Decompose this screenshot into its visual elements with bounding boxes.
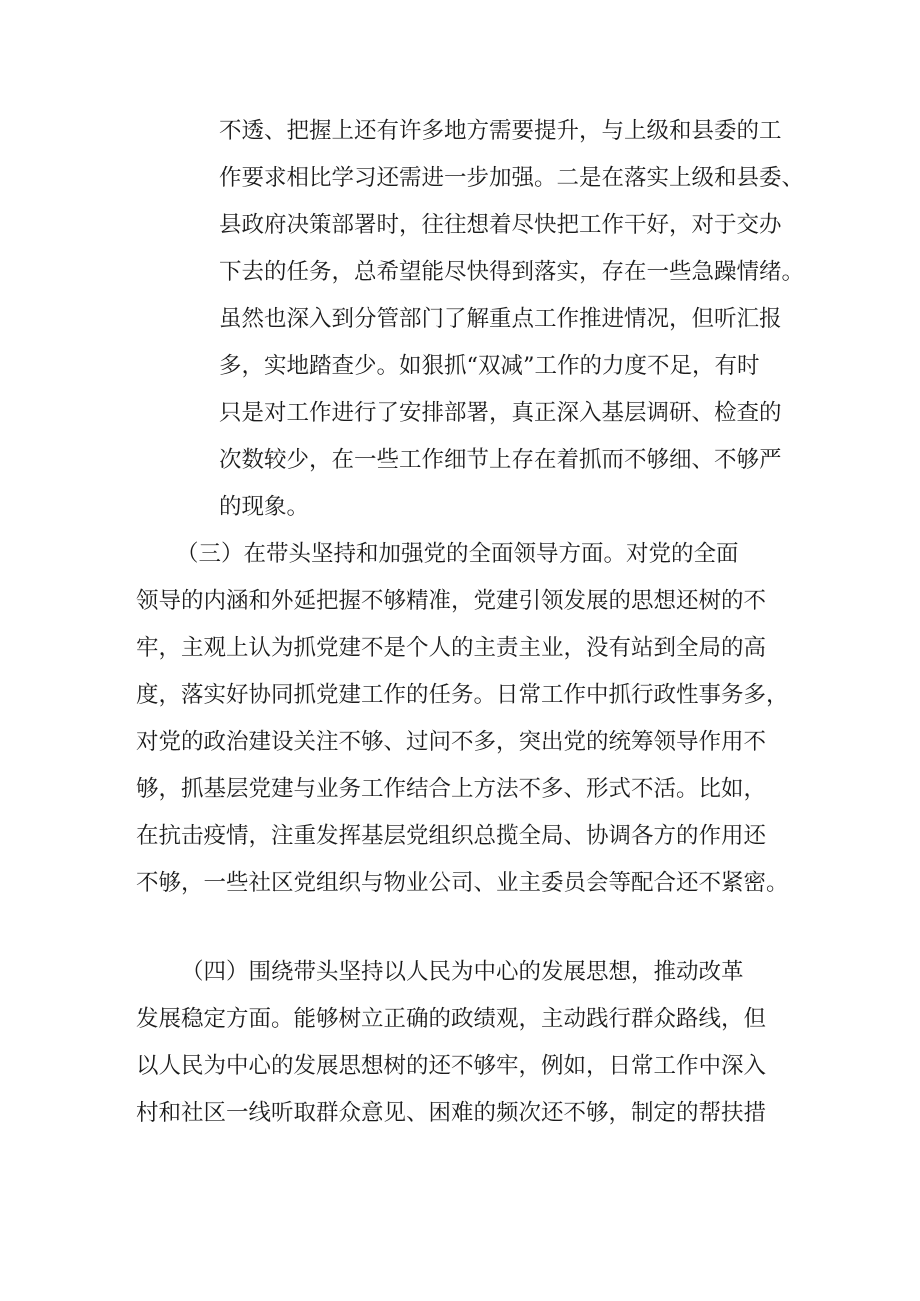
text-line: 够，抓基层党建与业务工作结合上方法不多、形式不活。比如， xyxy=(136,776,767,802)
text-line: 领导的内涵和外延把握不够精准，党建引领发展的思想还树的不 xyxy=(136,588,767,614)
text-line: 度，落实好协同抓党建工作的任务。日常工作中抓行政性事务多， xyxy=(136,682,789,708)
section-heading-line: （三）在带头坚持和加强党的全面领导方面。对党的全面 xyxy=(176,541,739,567)
text-line: 在抗击疫情，注重发挥基层党组织总揽全局、协调各方的作用还 xyxy=(136,823,767,849)
text-line: 虽然也深入到分管部门了解重点工作推进情况，但听汇报 xyxy=(219,306,782,332)
text-line: 次数较少，在一些工作细节上存在着抓而不够细、不够严 xyxy=(219,447,782,473)
section-heading-line: （四）围绕带头坚持以人民为中心的发展思想，推动改革 xyxy=(181,959,744,985)
text-line: 对党的政治建设关注不够、过问不多，突出党的统筹领导作用不 xyxy=(136,729,767,755)
text-line: 牢，主观上认为抓党建不是个人的主责主业，没有站到全局的高 xyxy=(136,635,767,661)
text-line: 的现象。 xyxy=(219,494,310,520)
text-line: 发展稳定方面。能够树立正确的政绩观，主动践行群众路线，但 xyxy=(136,1006,767,1032)
text-line: 下去的任务，总希望能尽快得到落实，存在一些急躁情绪。 xyxy=(219,259,805,285)
text-line: 作要求相比学习还需进一步加强。二是在落实上级和县委、 xyxy=(219,165,805,191)
text-line: 不够，一些社区党组织与物业公司、业主委员会等配合还不紧密。 xyxy=(136,870,789,896)
text-line: 县政府决策部署时，往往想着尽快把工作干好，对于交办 xyxy=(219,212,782,238)
text-line: 只是对工作进行了安排部署，真正深入基层调研、检查的 xyxy=(219,400,782,426)
text-line: 村和社区一线听取群众意见、困难的频次还不够，制定的帮扶措 xyxy=(136,1100,767,1126)
text-line: 不透、把握上还有许多地方需要提升，与上级和县委的工 xyxy=(219,118,782,144)
text-line: 以人民为中心的发展思想树的还不够牢，例如，日常工作中深入 xyxy=(136,1053,767,1079)
text-line: 多，实地踏查少。如狠抓“双减”工作的力度不足，有时 xyxy=(219,353,760,379)
